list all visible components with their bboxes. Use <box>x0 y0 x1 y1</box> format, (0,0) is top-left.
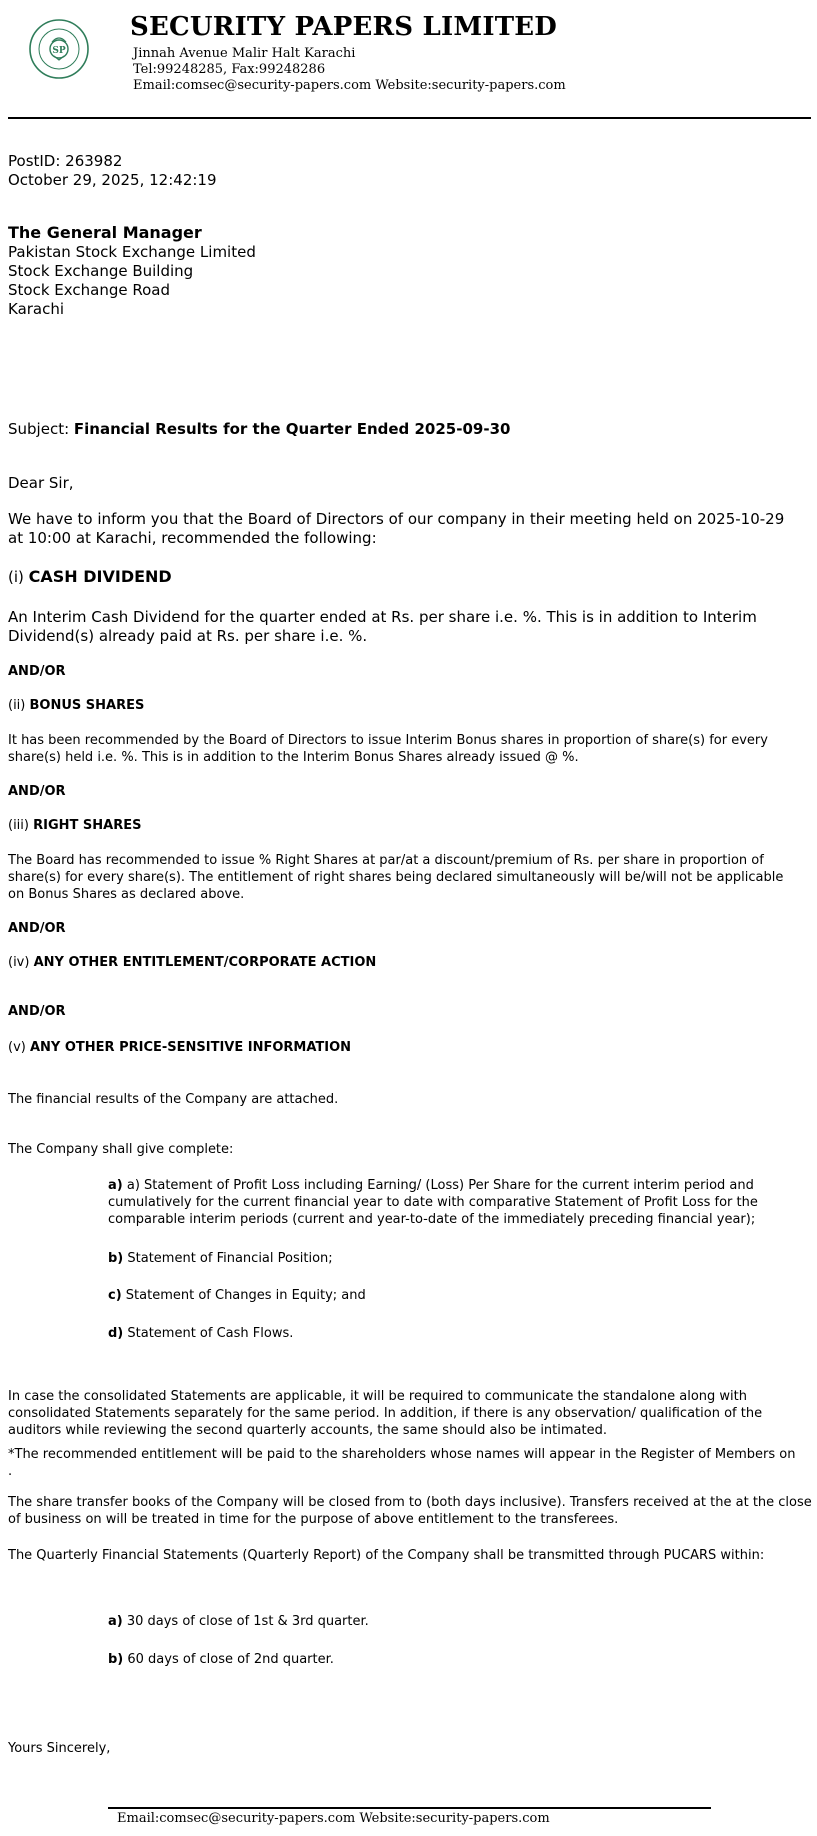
list-item-text: Statement of Cash Flows. <box>123 1326 294 1341</box>
post-datetime: October 29, 2025, 12:42:19 <box>8 171 217 189</box>
list-item-text: a) Statement of Profit Loss including Earning/ (Loss) Per Share for the current interim period and cumulatively for the current financial year to date with comparative Statement of Profit Loss for the comparable interim periods (current and year-to-date of the immediately preceding financial year); <box>108 1178 758 1227</box>
company-phone-fax: Tel:99248285, Fax:99248286 <box>133 62 326 77</box>
right-shares-heading <box>8 817 141 834</box>
list-item-text: Statement of Changes in Equity; and <box>121 1288 366 1303</box>
company-address: Jinnah Avenue Malir Halt Karachi <box>133 46 356 61</box>
subject-text: Financial Results for the Quarter Ended 2025-09-30 <box>73 420 511 438</box>
list-item <box>108 1287 366 1304</box>
andor-4: AND/OR <box>8 1004 66 1019</box>
list-item <box>108 1613 369 1630</box>
share-transfer-line-2: of business on will be treated in time for the purpose of above entitlement to the transferees. <box>8 1512 619 1527</box>
recipient-line-2: Stock Exchange Building <box>8 262 194 280</box>
list-item <box>108 1651 334 1668</box>
results-attached-text: The financial results of the Company are attached. <box>8 1092 339 1107</box>
right-shares-prefix: (iii) <box>8 818 34 833</box>
company-seal-logo <box>28 18 90 80</box>
other-entitlement-prefix: (iv) <box>8 955 34 970</box>
list-item <box>108 1177 798 1228</box>
footer-rule <box>108 1807 711 1809</box>
right-shares-text: The Board has recommended to issue % Right Shares at par/at a discount/premium of Rs. per share in proportion of share(s) for every share(s). The entitlement of right shares being declared simultaneously will be/will not be applicable on Bonus Shares as declared above. <box>8 853 784 902</box>
cash-dividend-heading <box>8 567 172 587</box>
other-entitlement-heading <box>8 954 376 971</box>
salutation: Dear Sir, <box>8 474 74 492</box>
entitlement-register-text: *The recommended entitlement will be paid to the shareholders whose names will appear in the Register of Members on . <box>8 1447 796 1479</box>
intro-paragraph: We have to inform you that the Board of Directors of our company in their meeting held on 2025-10-29 at 10:00 at Karachi, recommended the following: <box>8 510 785 547</box>
bonus-shares-prefix: (ii) <box>8 698 30 713</box>
list-item-label: b) <box>108 1652 124 1667</box>
recipient-title: The General Manager <box>8 223 202 242</box>
list-item-label: a) <box>108 1614 123 1629</box>
subject-line <box>8 420 510 439</box>
price-sensitive-title: ANY OTHER PRICE-SENSITIVE INFORMATION <box>29 1040 352 1055</box>
closing-salutation: Yours Sincerely, <box>8 1741 111 1756</box>
consolidated-statements-text: In case the consolidated Statements are applicable, it will be required to communicate the standalone along with consolidated Statements separately for the same period. In addition, if there is any observation/ qualification of the auditors while reviewing the second quarterly accounts, the same should also be intimated. <box>8 1389 763 1438</box>
share-transfer-line-1: The share transfer books of the Company will be closed from to (both days inclusive). Transfers received at the at the close <box>8 1495 812 1510</box>
company-email-website: Email:comsec@security-papers.com Website:security-papers.com <box>133 78 566 93</box>
right-shares-title: RIGHT SHARES <box>33 818 142 833</box>
list-item-text: 60 days of close of 2nd quarter. <box>123 1652 334 1667</box>
company-name: SECURITY PAPERS LIMITED <box>130 12 558 42</box>
recipient-line-3: Stock Exchange Road <box>8 281 170 299</box>
bonus-shares-title: BONUS SHARES <box>29 698 145 713</box>
footer-contact: Email:comsec@security-papers.com Website:security-papers.com <box>117 1811 550 1826</box>
list-item-label: d) <box>108 1326 124 1341</box>
list-item-label: a) <box>108 1178 123 1193</box>
letterhead <box>0 0 817 112</box>
header-rule <box>8 117 811 119</box>
price-sensitive-prefix: (v) <box>8 1040 30 1055</box>
list-item-label: b) <box>108 1251 124 1266</box>
recipient-line-4: Karachi <box>8 300 65 318</box>
price-sensitive-heading <box>8 1039 351 1056</box>
cash-dividend-prefix: (i) <box>8 568 29 586</box>
list-item-text: 30 days of close of 1st & 3rd quarter. <box>122 1614 369 1629</box>
bonus-shares-heading <box>8 697 144 714</box>
svg-text:SP: SP <box>52 46 66 56</box>
other-entitlement-title: ANY OTHER ENTITLEMENT/CORPORATE ACTION <box>33 955 377 970</box>
list-item-label: c) <box>108 1288 122 1303</box>
subject-label: Subject: <box>8 420 74 438</box>
list-item <box>108 1250 333 1267</box>
bonus-shares-text: It has been recommended by the Board of Directors to issue Interim Bonus shares in proportion of share(s) for every share(s) held i.e. %. This is in addition to the Interim Bonus Shares already issued @ %. <box>8 733 768 765</box>
company-shall-give-text: The Company shall give complete: <box>8 1142 234 1157</box>
andor-3: AND/OR <box>8 921 66 936</box>
post-id: PostID: 263982 <box>8 152 123 170</box>
quarterly-report-text: The Quarterly Financial Statements (Quarterly Report) of the Company shall be transmitted through PUCARS within: <box>8 1548 765 1563</box>
list-item <box>108 1325 293 1342</box>
andor-2: AND/OR <box>8 784 66 799</box>
cash-dividend-title: CASH DIVIDEND <box>28 567 172 586</box>
cash-dividend-text: An Interim Cash Dividend for the quarter ended at Rs. per share i.e. %. This is in addition to Interim Dividend(s) already paid at Rs. per share i.e. %. <box>8 608 757 645</box>
andor-1: AND/OR <box>8 664 66 679</box>
list-item-text: Statement of Financial Position; <box>123 1251 333 1266</box>
recipient-line-1: Pakistan Stock Exchange Limited <box>8 243 256 261</box>
